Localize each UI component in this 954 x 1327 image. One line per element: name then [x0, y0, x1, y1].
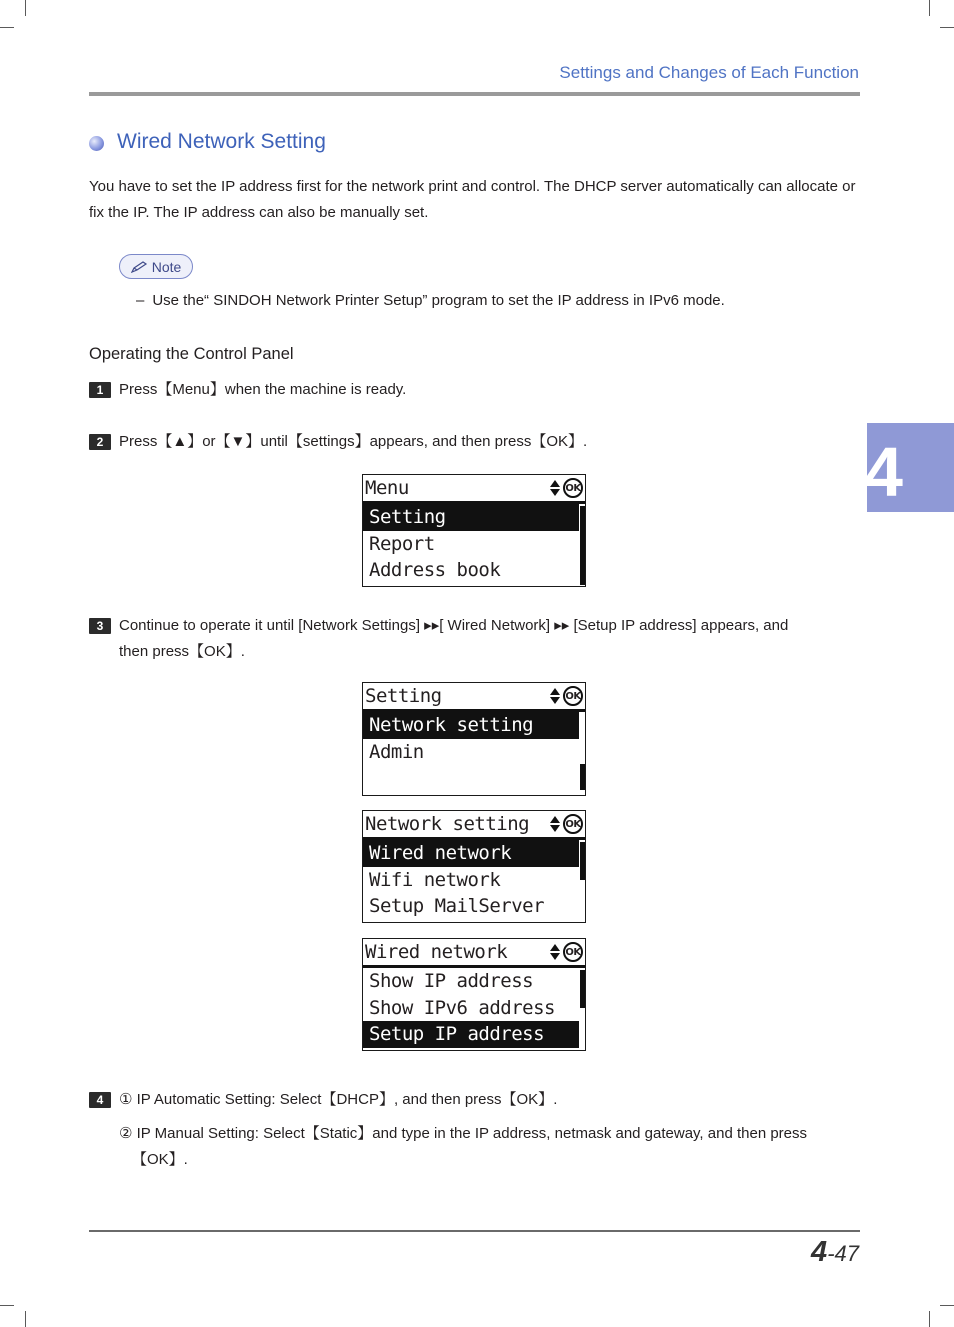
note-text — [136, 292, 725, 309]
lcd-list-item — [363, 765, 585, 792]
lcd-controls — [549, 814, 583, 834]
lcd-screen-network-setting — [362, 810, 586, 923]
crop-mark — [0, 27, 14, 28]
page-number — [811, 1236, 859, 1269]
step-number-badge: 2 — [89, 434, 111, 450]
page-index: 47 — [834, 1241, 859, 1266]
up-down-arrows-icon — [549, 815, 561, 833]
step-text-line: ① IP Automatic Setting: Select【DHCP】, and then press【OK】. — [119, 1091, 558, 1108]
step-text — [119, 613, 859, 665]
lcd-title: Setting — [365, 685, 442, 707]
step-text: Press【Menu】when the machine is ready. — [119, 381, 407, 398]
step-text-line: ② IP Manual Setting: Select【Static】and type in the IP address, netmask and gateway, and then press — [119, 1125, 808, 1142]
step-number-badge: 3 — [89, 618, 111, 634]
lcd-list-item: Show IPv6 address — [369, 996, 555, 1019]
lcd-title-bar — [363, 475, 585, 504]
intro-paragraph: You have to set the IP address first for the network print and control. The DHCP server automatically can allocate or fix the IP. The IP address can also be manually set. — [89, 178, 856, 221]
lcd-list — [363, 712, 585, 792]
lcd-title: Menu — [365, 477, 409, 499]
section-title — [89, 130, 326, 154]
lcd-screen-wired-network — [362, 938, 586, 1051]
page-chapter: 4 — [811, 1236, 828, 1268]
crop-mark — [940, 27, 954, 28]
ok-icon: OK — [563, 942, 583, 962]
lcd-screen-setting — [362, 682, 586, 796]
step-text: Press【▲】or【▼】until【settings】appears, and then press【OK】. — [119, 433, 588, 450]
lcd-list-item-selected: Network setting — [363, 712, 579, 739]
procedure-heading: Operating the Control Panel — [89, 345, 294, 363]
crop-mark — [940, 1305, 954, 1306]
note-dash: – — [136, 292, 145, 309]
ok-icon: OK — [563, 686, 583, 706]
step-number-badge: 4 — [89, 1092, 111, 1108]
lcd-title: Network setting — [365, 813, 530, 835]
lcd-list — [363, 968, 585, 1048]
step-number-badge: 1 — [89, 382, 111, 398]
lcd-controls — [549, 942, 583, 962]
step-text-line: then press【OK】. — [119, 643, 245, 660]
lcd-list-item: Admin — [369, 740, 424, 763]
page-separator: - — [827, 1241, 835, 1266]
lcd-list-item-selected: Setup IP address — [363, 1021, 579, 1048]
lcd-scrollbar — [580, 764, 585, 790]
lcd-list-item-selected: Setting — [363, 504, 579, 531]
crop-mark — [25, 0, 26, 16]
ok-icon: OK — [563, 478, 583, 498]
lcd-list — [363, 504, 585, 584]
lcd-list-item-selected: Wired network — [363, 840, 579, 867]
up-down-arrows-icon — [549, 687, 561, 705]
up-down-arrows-icon — [549, 943, 561, 961]
up-down-arrows-icon — [549, 479, 561, 497]
crop-mark — [929, 1311, 930, 1327]
lcd-title: Wired network — [365, 941, 508, 963]
lcd-scrollbar — [580, 506, 585, 585]
lcd-list-item: Address book — [369, 559, 501, 581]
running-header: Settings and Changes of Each Function — [559, 63, 859, 82]
crop-mark — [0, 1305, 14, 1306]
lcd-scrollbar — [580, 970, 585, 1008]
note-label: Note — [151, 258, 182, 275]
chapter-tab-number: 4 — [864, 433, 903, 511]
crop-mark — [929, 0, 930, 16]
note-body: Use the“ SINDOH Network Printer Setup” program to set the IP address in IPv6 mode. — [152, 292, 725, 309]
footer-rule — [89, 1230, 860, 1232]
lcd-title-bar — [363, 683, 585, 712]
section-title-text: Wired Network Setting — [117, 130, 326, 153]
lcd-title-bar — [363, 811, 585, 840]
pencil-icon — [131, 261, 148, 273]
ok-icon: OK — [563, 814, 583, 834]
crop-mark — [25, 1311, 26, 1327]
lcd-list-item: Show IP address — [369, 970, 534, 992]
lcd-title-bar — [363, 939, 585, 968]
step-text — [119, 1087, 859, 1173]
step-text-line: Continue to operate it until [Network Settings] ▸▸[ Wired Network] ▸▸ [Setup IP address] appears, and — [119, 617, 789, 634]
step-text-line: 【OK】. — [132, 1151, 188, 1168]
lcd-list-item: Setup MailServer — [369, 895, 545, 917]
lcd-controls — [549, 478, 583, 498]
lcd-screen-menu — [362, 474, 586, 587]
lcd-controls — [549, 686, 583, 706]
lcd-scrollbar — [580, 842, 585, 880]
header-rule — [89, 92, 860, 96]
lcd-list-item: Report — [369, 532, 435, 555]
bullet-icon — [89, 136, 104, 151]
lcd-list — [363, 840, 585, 920]
note-badge — [119, 254, 193, 279]
lcd-list-item: Wifi network — [369, 868, 501, 891]
